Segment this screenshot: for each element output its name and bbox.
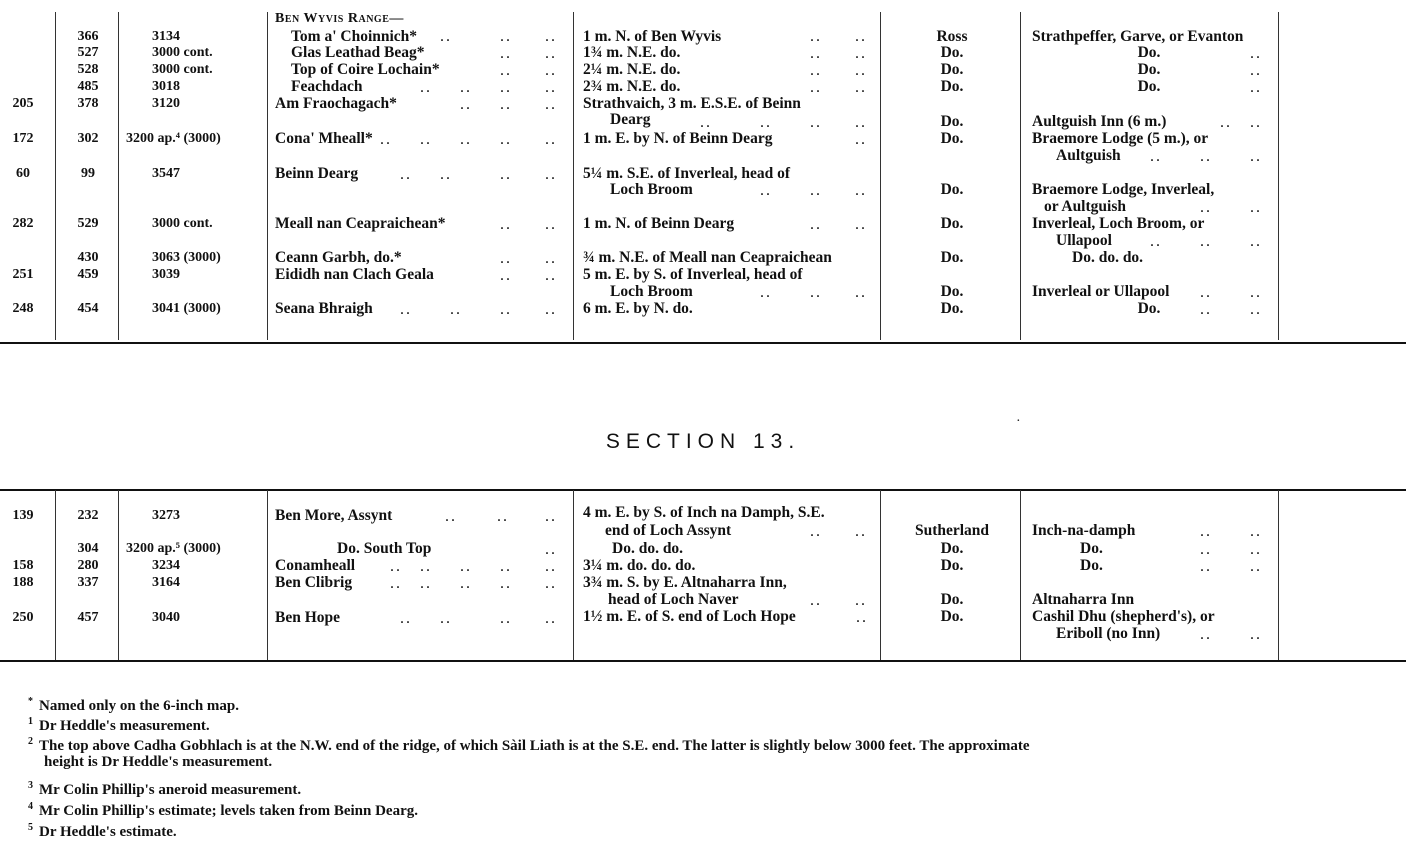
section-title: SECTION 13. xyxy=(605,430,801,453)
leader-dots: .. xyxy=(1250,233,1262,250)
leader-dots: .. xyxy=(1200,558,1212,575)
cell-name: Ceann Garbh, do.* xyxy=(275,249,402,266)
column-rule xyxy=(118,490,119,660)
cell-name: Ben Hope xyxy=(275,609,341,626)
leader-dots: .. xyxy=(545,301,557,318)
leader-dots: .. xyxy=(1150,148,1162,165)
leader-dots: .. xyxy=(500,96,512,113)
leader-dots: .. xyxy=(400,610,412,627)
cell-county: Do. xyxy=(940,283,964,300)
cell-position-cont: Loch Broom xyxy=(610,181,693,198)
cell-number: 459 xyxy=(77,267,99,282)
leader-dots: .. xyxy=(1200,541,1212,558)
leader-dots: .. xyxy=(545,131,557,148)
leader-dots: .. xyxy=(420,575,432,592)
cell-name: Do. South Top xyxy=(337,540,432,557)
leader-dots: .. xyxy=(500,301,512,318)
footnote xyxy=(28,819,177,841)
cell-height: 3200 ap.⁵ (3000) xyxy=(126,541,221,556)
footnote-continuation xyxy=(44,753,272,771)
cell-number: 232 xyxy=(77,508,99,523)
cell-index: 250 xyxy=(12,610,34,625)
cell-name: Seana Bhraigh xyxy=(275,300,373,317)
leader-dots: .. xyxy=(545,541,557,558)
cell-index: 282 xyxy=(12,216,34,231)
leader-dots: .. xyxy=(810,62,822,79)
cell-name: Meall nan Ceapraichean* xyxy=(275,215,446,232)
cell-height: 3134 xyxy=(152,29,180,44)
cell-county: Do. xyxy=(940,61,964,78)
cell-name: Beinn Dearg xyxy=(275,165,359,182)
leader-dots: .. xyxy=(1200,626,1212,643)
cell-name: Feachdach xyxy=(291,78,363,95)
stray-mark: · xyxy=(1016,414,1021,429)
cell-index: 251 xyxy=(12,267,34,282)
range-heading: Ben Wyvis Range— xyxy=(275,11,404,26)
leader-dots: .. xyxy=(855,114,867,131)
column-rule xyxy=(573,490,574,660)
cell-position: Strathvaich, 3 m. E.S.E. of Beinn xyxy=(583,95,801,112)
footnote-marker: 2 xyxy=(28,736,33,747)
cell-route-cont: Ullapool xyxy=(1056,232,1112,249)
leader-dots: .. xyxy=(545,62,557,79)
cell-route-cont: or Aultguish xyxy=(1044,198,1126,215)
leader-dots: .. xyxy=(545,267,557,284)
leader-dots: .. xyxy=(545,79,557,96)
footnote-text: Mr Colin Phillip's estimate; levels taken from Beinn Dearg. xyxy=(39,803,418,819)
leader-dots: .. xyxy=(420,131,432,148)
cell-index: 188 xyxy=(12,575,34,590)
leader-dots: .. xyxy=(500,216,512,233)
leader-dots: .. xyxy=(545,96,557,113)
cell-route: Do. do. do. xyxy=(1072,249,1144,266)
cell-position: 2¼ m. N.E. do. xyxy=(583,61,681,78)
leader-dots: .. xyxy=(460,96,472,113)
cell-number: 337 xyxy=(77,575,99,590)
leader-dots: .. xyxy=(545,250,557,267)
leader-dots: .. xyxy=(545,166,557,183)
cell-county: Ross xyxy=(936,28,968,45)
leader-dots: .. xyxy=(500,79,512,96)
leader-dots: .. xyxy=(1200,523,1212,540)
cell-name: Conamheall xyxy=(275,557,356,574)
cell-position: ¾ m. N.E. of Meall nan Ceapraichean xyxy=(583,249,832,266)
cell-height: 3041 (3000) xyxy=(152,301,221,316)
footnote-marker: 5 xyxy=(28,822,33,833)
cell-county: Do. xyxy=(940,44,964,61)
footnote xyxy=(28,798,418,820)
cell-position: 5¼ m. S.E. of Inverleal, head of xyxy=(583,165,791,182)
leader-dots: .. xyxy=(1250,558,1262,575)
leader-dots: .. xyxy=(545,610,557,627)
cell-index: 205 xyxy=(12,96,34,111)
cell-height: 3000 cont. xyxy=(152,216,213,231)
footnote xyxy=(28,693,239,715)
cell-height: 3547 xyxy=(152,166,180,181)
cell-number: 528 xyxy=(77,62,99,77)
footnote xyxy=(28,733,1030,755)
leader-dots: .. xyxy=(380,131,392,148)
cell-county: Do. xyxy=(940,249,964,266)
column-rule xyxy=(55,12,56,340)
cell-height: 3040 xyxy=(152,610,180,625)
leader-dots: .. xyxy=(545,575,557,592)
cell-name: Glas Leathad Beag* xyxy=(291,44,425,61)
cell-route: Altnaharra Inn xyxy=(1032,591,1135,608)
cell-height: 3018 xyxy=(152,79,180,94)
footnote-marker: * xyxy=(28,696,33,707)
cell-position: 1 m. N. of Ben Wyvis xyxy=(583,28,722,45)
cell-number: 378 xyxy=(77,96,99,111)
cell-position: 1¾ m. N.E. do. xyxy=(583,44,681,61)
cell-number: 304 xyxy=(77,541,99,556)
leader-dots: .. xyxy=(500,267,512,284)
cell-route: Braemore Lodge (5 m.), or xyxy=(1032,130,1209,147)
leader-dots: .. xyxy=(700,114,712,131)
cell-position-cont: end of Loch Assynt xyxy=(605,522,732,539)
leader-dots: .. xyxy=(1220,114,1232,131)
cell-county: Sutherland xyxy=(914,522,990,539)
leader-dots: .. xyxy=(390,575,402,592)
cell-route: Strathpeffer, Garve, or Evanton xyxy=(1032,28,1244,45)
footnote-text: Dr Heddle's estimate. xyxy=(39,824,177,840)
leader-dots: .. xyxy=(450,301,462,318)
cell-number: 485 xyxy=(77,79,99,94)
cell-index: 139 xyxy=(12,508,34,523)
leader-dots: .. xyxy=(500,575,512,592)
leader-dots: .. xyxy=(390,558,402,575)
cell-route-cont: Eriboll (no Inn) xyxy=(1056,625,1161,642)
leader-dots: .. xyxy=(855,284,867,301)
cell-position: 3¾ m. S. by E. Altnaharra Inn, xyxy=(583,574,787,591)
cell-name: Ben Clibrig xyxy=(275,574,353,591)
leader-dots: .. xyxy=(1250,148,1262,165)
leader-dots: .. xyxy=(460,558,472,575)
leader-dots: .. xyxy=(545,45,557,62)
footnote-marker: 1 xyxy=(28,716,33,727)
cell-number: 280 xyxy=(77,558,99,573)
footnote-text: Named only on the 6-inch map. xyxy=(39,698,240,714)
leader-dots: .. xyxy=(440,610,452,627)
cell-route-cont: Aultguish xyxy=(1056,147,1121,164)
cell-route: Braemore Lodge, Inverleal, xyxy=(1032,181,1215,198)
cell-number: 454 xyxy=(77,301,99,316)
cell-route: Cashil Dhu (shepherd's), or xyxy=(1032,608,1215,625)
cell-position: 1 m. E. by N. of Beinn Dearg xyxy=(583,130,773,147)
cell-index: 158 xyxy=(12,558,34,573)
leader-dots: .. xyxy=(500,62,512,79)
column-rule xyxy=(880,490,881,660)
leader-dots: .. xyxy=(1150,233,1162,250)
column-rule xyxy=(1278,12,1279,340)
leader-dots: .. xyxy=(1200,284,1212,301)
cell-county: Do. xyxy=(940,300,964,317)
leader-dots: .. xyxy=(460,79,472,96)
leader-dots: .. xyxy=(460,131,472,148)
leader-dots: .. xyxy=(855,79,867,96)
cell-index: 172 xyxy=(12,131,34,146)
table-top-rule xyxy=(0,489,1406,491)
leader-dots: .. xyxy=(1200,148,1212,165)
cell-county: Do. xyxy=(940,557,964,574)
leader-dots: .. xyxy=(810,45,822,62)
leader-dots: .. xyxy=(1250,301,1262,318)
leader-dots: .. xyxy=(500,250,512,267)
cell-height: 3120 xyxy=(152,96,180,111)
cell-county: Do. xyxy=(940,215,964,232)
leader-dots: .. xyxy=(1200,199,1212,216)
cell-route: Do. xyxy=(1137,44,1161,61)
cell-position: 2¾ m. N.E. do. xyxy=(583,78,681,95)
leader-dots: .. xyxy=(440,28,452,45)
leader-dots: .. xyxy=(440,166,452,183)
leader-dots: .. xyxy=(1250,79,1262,96)
cell-route: Do. xyxy=(1137,78,1161,95)
leader-dots: .. xyxy=(855,28,867,45)
leader-dots: .. xyxy=(1250,114,1262,131)
cell-route: Inch-na-damph xyxy=(1032,522,1136,539)
cell-name: Am Fraochagach* xyxy=(275,95,397,112)
leader-dots: .. xyxy=(420,79,432,96)
cell-county: Do. xyxy=(940,608,964,625)
cell-position: Do. do. do. xyxy=(612,540,684,557)
cell-position-cont: head of Loch Naver xyxy=(608,591,739,608)
cell-route: Inverleal or Ullapool xyxy=(1032,283,1170,300)
cell-county: Do. xyxy=(940,181,964,198)
cell-height: 3200 ap.⁴ (3000) xyxy=(126,131,221,146)
leader-dots: .. xyxy=(855,131,867,148)
cell-position-cont: Loch Broom xyxy=(610,283,693,300)
leader-dots: .. xyxy=(1250,626,1262,643)
cell-height: 3234 xyxy=(152,558,180,573)
leader-dots: .. xyxy=(1250,45,1262,62)
leader-dots: .. xyxy=(1250,541,1262,558)
cell-county: Do. xyxy=(940,130,964,147)
leader-dots: .. xyxy=(500,610,512,627)
leader-dots: .. xyxy=(760,182,772,199)
leader-dots: .. xyxy=(855,182,867,199)
cell-number: 99 xyxy=(81,166,95,181)
leader-dots: .. xyxy=(545,558,557,575)
cell-position-cont: Dearg xyxy=(610,111,651,128)
cell-number: 529 xyxy=(77,216,99,231)
leader-dots: .. xyxy=(500,558,512,575)
cell-route: Aultguish Inn (6 m.) xyxy=(1032,113,1167,130)
leader-dots: .. xyxy=(810,182,822,199)
leader-dots: .. xyxy=(760,114,772,131)
leader-dots: .. xyxy=(545,216,557,233)
leader-dots: .. xyxy=(810,114,822,131)
leader-dots: .. xyxy=(460,575,472,592)
leader-dots: .. xyxy=(810,284,822,301)
leader-dots: .. xyxy=(1250,523,1262,540)
footnote xyxy=(28,713,210,735)
cell-position: 6 m. E. by N. do. xyxy=(583,300,693,317)
column-rule xyxy=(118,12,119,340)
cell-number: 457 xyxy=(77,610,99,625)
leader-dots: .. xyxy=(545,28,557,45)
cell-position: 5 m. E. by S. of Inverleal, head of xyxy=(583,266,803,283)
cell-position: 3¼ m. do. do. do. xyxy=(583,557,696,574)
leader-dots: .. xyxy=(810,592,822,609)
cell-county: Do. xyxy=(940,78,964,95)
cell-name: Tom a' Choinnich* xyxy=(291,28,418,45)
leader-dots: .. xyxy=(810,523,822,540)
leader-dots: .. xyxy=(400,301,412,318)
leader-dots: .. xyxy=(856,609,868,626)
leader-dots: .. xyxy=(1250,199,1262,216)
cell-route: Inverleal, Loch Broom, or xyxy=(1032,215,1205,232)
cell-county: Do. xyxy=(940,113,964,130)
cell-position: 4 m. E. by S. of Inch na Damph, S.E. xyxy=(583,504,825,521)
footnote-marker: 4 xyxy=(28,801,33,812)
leader-dots: .. xyxy=(855,45,867,62)
leader-dots: .. xyxy=(855,216,867,233)
cell-index: 248 xyxy=(12,301,34,316)
leader-dots: .. xyxy=(855,523,867,540)
cell-name: Cona' Mheall* xyxy=(275,130,373,147)
footnote-text: The top above Cadha Gobhlach is at the N.W. end of the ridge, of which Sàil Liath is at the S.E. end. The latter is slightly below 3000 feet. The approximate xyxy=(39,738,1030,754)
cell-height: 3164 xyxy=(152,575,180,590)
cell-height: 3063 (3000) xyxy=(152,250,221,265)
cell-number: 430 xyxy=(77,250,99,265)
cell-index: 60 xyxy=(16,166,30,181)
leader-dots: .. xyxy=(810,216,822,233)
cell-route: Do. xyxy=(1080,557,1103,574)
cell-number: 302 xyxy=(77,131,99,146)
cell-county: Do. xyxy=(940,591,964,608)
leader-dots: .. xyxy=(500,166,512,183)
leader-dots: .. xyxy=(445,508,457,525)
cell-number: 527 xyxy=(77,45,99,60)
leader-dots: .. xyxy=(500,28,512,45)
leader-dots: .. xyxy=(545,508,557,525)
leader-dots: .. xyxy=(810,79,822,96)
table-bottom-rule xyxy=(0,342,1406,344)
leader-dots: .. xyxy=(810,28,822,45)
leader-dots: .. xyxy=(1200,301,1212,318)
leader-dots: .. xyxy=(500,45,512,62)
cell-route: Do. xyxy=(1080,540,1103,557)
cell-height: 3039 xyxy=(152,267,180,282)
cell-route: Do. xyxy=(1137,61,1161,78)
cell-county: Do. xyxy=(940,540,964,557)
leader-dots: .. xyxy=(760,284,772,301)
cell-name: Eididh nan Clach Geala xyxy=(275,266,434,283)
footnote xyxy=(28,777,301,799)
leader-dots: .. xyxy=(400,166,412,183)
leader-dots: .. xyxy=(420,558,432,575)
cell-height: 3000 cont. xyxy=(152,45,213,60)
cell-name: Ben More, Assynt xyxy=(275,507,393,524)
leader-dots: .. xyxy=(1200,233,1212,250)
leader-dots: .. xyxy=(855,62,867,79)
cell-number: 366 xyxy=(77,29,99,44)
leader-dots: .. xyxy=(500,131,512,148)
column-rule xyxy=(55,490,56,660)
leader-dots: .. xyxy=(1250,284,1262,301)
cell-position: 1 m. N. of Beinn Dearg xyxy=(583,215,735,232)
cell-route: Do. xyxy=(1137,300,1161,317)
table-bottom-rule xyxy=(0,660,1406,662)
cell-position: 1½ m. E. of S. end of Loch Hope xyxy=(583,608,796,625)
footnote-text: height is Dr Heddle's measurement. xyxy=(44,754,273,770)
leader-dots: .. xyxy=(1250,62,1262,79)
footnote-text: Dr Heddle's measurement. xyxy=(39,718,210,734)
leader-dots: .. xyxy=(855,592,867,609)
cell-name: Top of Coire Lochain* xyxy=(291,61,440,78)
footnote-marker: 3 xyxy=(28,780,33,791)
leader-dots: .. xyxy=(497,508,509,525)
cell-height: 3273 xyxy=(152,508,180,523)
cell-height: 3000 cont. xyxy=(152,62,213,77)
column-rule xyxy=(1020,490,1021,660)
footnote-text: Mr Colin Phillip's aneroid measurement. xyxy=(39,782,302,798)
